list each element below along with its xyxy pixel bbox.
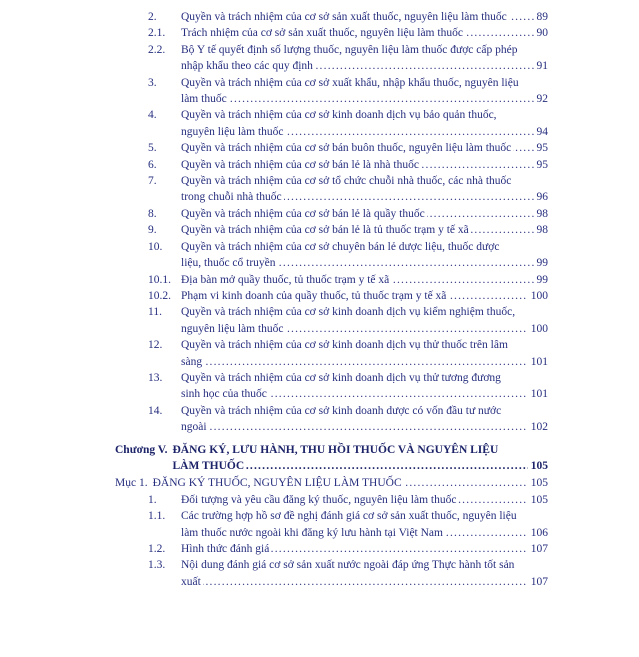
toc-entry[interactable]: [115, 442, 548, 475]
toc-entry-body: [181, 337, 548, 370]
toc-entry-number: 1.: [148, 493, 157, 506]
toc-entry-title: Quyền và trách nhiệm của cơ sở bán lẻ là nhà thuốc: [181, 158, 419, 171]
toc-entry-number: 1.2.: [148, 543, 166, 555]
toc-entry-body: [181, 403, 548, 436]
toc-entry[interactable]: [148, 239, 548, 272]
toc-entry[interactable]: [148, 272, 548, 288]
toc-entry-title: Hình thức đánh giá: [181, 543, 270, 555]
toc-entry-page: 100: [528, 288, 548, 304]
toc-entry-page: 96: [534, 189, 549, 205]
toc-entry-page: 95: [534, 140, 549, 156]
toc-entry[interactable]: [148, 288, 548, 304]
toc-list: [115, 9, 548, 590]
toc-entry-page: 101: [528, 354, 548, 370]
toc-entry-page: 106: [528, 525, 548, 541]
toc-entry-title: Trách nhiệm của cơ sở sản xuất thuốc, nguyên liệu làm thuốc: [181, 27, 463, 40]
toc-entry[interactable]: [148, 9, 548, 25]
toc-entry-number: 2.2.: [148, 43, 166, 56]
toc-entry-body: [153, 475, 548, 491]
toc-entry-body: [181, 370, 548, 403]
toc-entry-number: 2.: [148, 11, 157, 23]
toc-entry-page: 92: [534, 91, 549, 107]
toc-entry-title: Quyền và trách nhiệm của cơ sở kinh doanh dược có vốn đầu tư nước ngoài: [181, 404, 502, 434]
toc-entry-body: [181, 492, 548, 508]
toc-entry[interactable]: [148, 107, 548, 140]
toc-entry-title: Quyền và trách nhiệm của cơ sở bán lẻ là quầy thuốc: [181, 207, 425, 220]
dot-leader: [181, 354, 548, 370]
toc-entry-title: Quyền và trách nhiệm của cơ sở xuất khẩu, nhập khẩu thuốc, nguyên liệu làm thuốc: [181, 76, 519, 106]
toc-entry[interactable]: [148, 557, 548, 590]
toc-entry-number: 1.1.: [148, 510, 166, 523]
toc-entry-page: 102: [528, 419, 548, 435]
toc-entry-page: 105: [528, 458, 548, 474]
toc-entry-title: Quyền và trách nhiệm của cơ sở kinh doanh dịch vụ thử thuốc trên lâm sàng: [181, 339, 508, 368]
toc-entry-title: Quyền và trách nhiệm của cơ sở bán buôn thuốc, nguyên liệu làm thuốc: [181, 142, 512, 155]
toc-entry-body: [181, 541, 548, 557]
toc-entry-body: [181, 42, 548, 75]
toc-entry-title: Phạm vi kinh doanh của quầy thuốc, tủ thuốc trạm y tế xã: [181, 289, 447, 302]
toc-entry-number: 10.: [148, 240, 163, 253]
toc-entry-page: 99: [534, 272, 549, 288]
toc-entry-title: Các trường hợp hồ sơ đề nghị đánh giá cơ sở sản xuất thuốc, nguyên liệu làm thuốc nước ngoài khi đăng ký lưu hành tại Việt Nam: [181, 510, 517, 539]
toc-entry-body: [181, 173, 548, 206]
toc-entry-number: 11.: [148, 306, 162, 319]
toc-entry-number: 2.1.: [148, 27, 166, 40]
toc-entry-title: Đối tượng và yêu cầu đăng ký thuốc, nguyên liệu làm thuốc: [181, 493, 457, 506]
toc-entry[interactable]: [148, 222, 548, 238]
dot-leader: [181, 574, 548, 590]
toc-entry-page: 91: [534, 58, 549, 74]
toc-entry-title: Quyền và trách nhiệm của cơ sở tổ chức chuỗi nhà thuốc, các nhà thuốc trong chuỗi nhà thuốc: [181, 175, 512, 204]
toc-entry-page: 90: [534, 25, 549, 41]
toc-entry[interactable]: [148, 206, 548, 222]
toc-entry-number: 7.: [148, 175, 157, 188]
toc-entry-page: 107: [528, 541, 548, 557]
toc-entry-number: 5.: [148, 142, 157, 155]
toc-entry-body: [181, 157, 548, 173]
toc-entry[interactable]: [148, 541, 548, 557]
toc-entry-body: [181, 206, 548, 222]
toc-entry[interactable]: [115, 475, 548, 491]
toc-entry-title: Quyền và trách nhiệm của cơ sở chuyên bán lẻ dược liệu, thuốc dược liệu, thuốc cổ truyền: [181, 240, 500, 270]
toc-entry[interactable]: [148, 337, 548, 370]
toc-entry-body: [181, 9, 548, 25]
toc-entry-page: 98: [534, 206, 549, 222]
toc-entry[interactable]: [148, 140, 548, 156]
toc-entry[interactable]: [148, 42, 548, 75]
toc-entry-number: 4.: [148, 109, 157, 122]
toc-entry-page: 105: [528, 492, 548, 508]
toc-entry-title: Quyền và trách nhiệm của cơ sở kinh doanh dịch vụ bảo quản thuốc, nguyên liệu làm thuốc: [181, 109, 497, 138]
toc-entry-page: 94: [534, 124, 549, 140]
toc-entry-number: 14.: [148, 404, 163, 417]
toc-entry-page: 107: [528, 574, 548, 590]
toc-entry-number: 8.: [148, 207, 157, 220]
toc-entry-body: [181, 557, 548, 590]
toc-entry-page: 89: [534, 9, 549, 25]
toc-entry-title: Quyền và trách nhiệm của cơ sở bán lẻ là tủ thuốc trạm y tế xã: [181, 224, 469, 237]
toc-entry-body: [181, 239, 548, 272]
toc-entry-number: 10.1.: [148, 273, 171, 286]
toc-entry-body: [172, 442, 548, 475]
toc-entry-number: 1.3.: [148, 559, 166, 572]
toc-entry-body: [181, 288, 548, 304]
toc-entry[interactable]: [148, 25, 548, 41]
dot-leader: [181, 419, 548, 435]
toc-entry[interactable]: [148, 403, 548, 436]
toc-entry-page: 95: [534, 157, 549, 173]
toc-entry-number: 9.: [148, 224, 157, 237]
toc-entry-number: 13.: [148, 371, 163, 384]
toc-entry-title: ĐĂNG KÝ THUỐC, NGUYÊN LIỆU LÀM THUỐC: [152, 477, 402, 490]
toc-entry-title: Địa bàn mở quầy thuốc, tủ thuốc trạm y tế xã: [181, 273, 390, 286]
toc-entry-title: Nội dung đánh giá cơ sở sản xuất nước ngoài đáp ứng Thực hành tốt sản xuất: [181, 559, 515, 588]
toc-entry-body: [181, 107, 548, 140]
toc-entry-page: 105: [528, 475, 548, 491]
toc-entry-body: [181, 25, 548, 41]
toc-entry-title: Bộ Y tế quyết định số lượng thuốc, nguyên liệu làm thuốc được cấp phép nhập khẩu theo các quy định: [181, 43, 518, 73]
toc-entry-body: [181, 508, 548, 541]
toc-entry[interactable]: [148, 173, 548, 206]
toc-entry[interactable]: [148, 370, 548, 403]
toc-entry[interactable]: [148, 75, 548, 108]
toc-entry-title: Quyền và trách nhiệm của cơ sở sản xuất thuốc, nguyên liệu làm thuốc: [181, 11, 507, 23]
toc-entry-body: [181, 304, 548, 337]
toc-entry-number: 3.: [148, 76, 157, 89]
toc-entry-body: [181, 222, 548, 238]
toc-entry-number: 10.2.: [148, 289, 171, 302]
toc-entry-number: Chương V.: [115, 443, 168, 456]
toc-entry-body: [181, 75, 548, 108]
toc-entry-page: 99: [534, 255, 549, 271]
toc-entry-body: [181, 272, 548, 288]
toc-entry-page: 100: [528, 321, 548, 337]
toc-entry-number: 6.: [148, 158, 157, 171]
toc-entry-number: 12.: [148, 339, 163, 352]
toc-entry-number: Mục 1.: [115, 477, 148, 490]
toc-entry[interactable]: [148, 157, 548, 173]
toc-entry-title: Quyền và trách nhiệm của cơ sở kinh doanh dịch vụ thử tương đương sinh học của thuốc: [181, 371, 501, 401]
toc-entry-title: Quyền và trách nhiệm của cơ sở kinh doanh dịch vụ kiểm nghiệm thuốc, nguyên liệu làm thuốc: [181, 306, 516, 335]
toc-entry[interactable]: [148, 508, 548, 541]
toc-entry-title: ĐĂNG KÝ, LƯU HÀNH, THU HỒI THUỐC VÀ NGUYÊN LIỆU LÀM THUỐC: [172, 443, 499, 472]
dot-leader: [181, 91, 548, 107]
toc-entry-page: 101: [528, 386, 548, 402]
toc-entry-body: [181, 140, 548, 156]
toc-entry[interactable]: [148, 304, 548, 337]
toc-entry[interactable]: [148, 492, 548, 508]
toc-entry-page: 98: [534, 222, 549, 238]
